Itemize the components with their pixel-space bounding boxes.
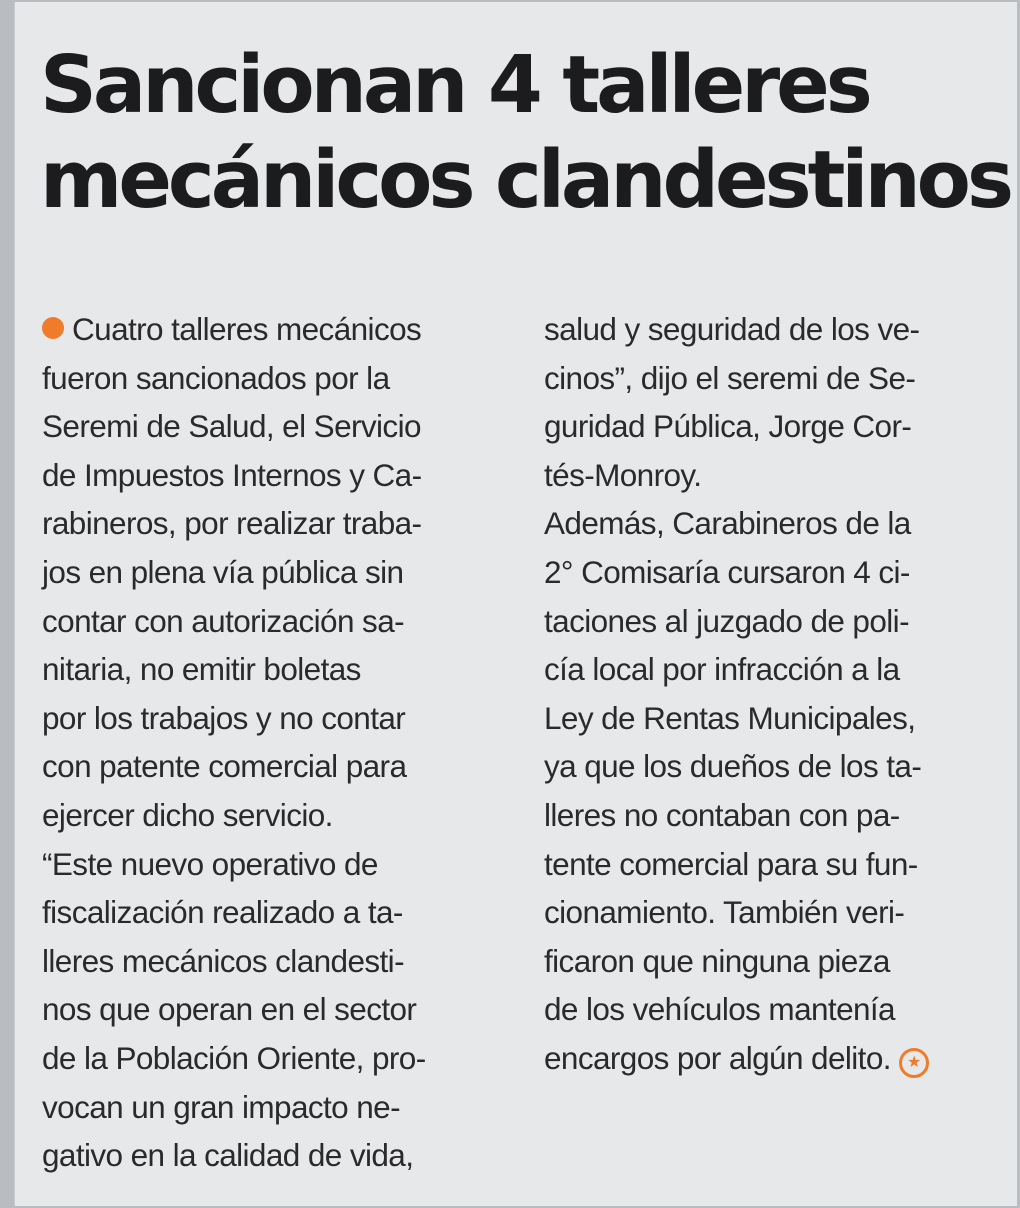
text-line: lleres no contaban con pa- — [544, 796, 900, 833]
text-line-content: Cuatro talleres mecánicos — [72, 311, 422, 347]
text-line: rabineros, por realizar traba- — [42, 505, 422, 542]
text-line: jos en plena vía pública sin — [42, 553, 404, 590]
left-column — [42, 305, 502, 1180]
text-line: Ley de Rentas Municipales, — [544, 699, 916, 736]
text-line: ya que los dueños de los ta- — [544, 748, 922, 785]
text-line: nitaria, no emitir boletas — [42, 651, 361, 688]
text-line: vocan un gran impacto ne- — [42, 1088, 400, 1125]
text-line: Seremi de Salud, el Servicio — [42, 408, 421, 445]
text-line: nos que operan en el sector — [42, 991, 417, 1028]
text-line: “Este nuevo operativo de — [42, 845, 378, 882]
text-line: cinos”, dijo el seremi de Se- — [544, 359, 916, 396]
text-line: fiscalización realizado a ta- — [42, 894, 403, 931]
text-line: cía local por infracción a la — [544, 651, 900, 688]
text-line: ficaron que ninguna pieza — [544, 942, 890, 979]
star-end-icon: ★ — [899, 1048, 929, 1078]
text-line: por los trabajos y no contar — [42, 699, 406, 736]
text-line: con patente comercial para — [42, 748, 407, 785]
text-line: de los vehículos mantenía — [544, 991, 895, 1028]
text-line: cionamiento. También veri- — [544, 894, 905, 931]
orange-dot-icon — [42, 317, 64, 339]
text-line: tés-Monroy. — [544, 456, 702, 493]
headline-line: mecánicos clandestinos — [40, 134, 1010, 226]
headline — [40, 38, 1010, 228]
text-line: ejercer dicho servicio. — [42, 796, 333, 833]
text-line: tente comercial para su fun- — [544, 845, 918, 882]
text-line: de la Población Oriente, pro- — [42, 1039, 426, 1076]
text-line: contar con autorización sa- — [42, 602, 405, 639]
headline-line: Sancionan 4 talleres — [40, 39, 869, 131]
text-line: salud y seguridad de los ve- — [544, 311, 920, 347]
text-line-content: encargos por algún delito. — [544, 1039, 891, 1076]
text-line: taciones al juzgado de poli- — [544, 602, 909, 639]
text-line — [544, 1034, 1004, 1083]
text-line: guridad Pública, Jorge Cor- — [544, 408, 912, 445]
text-line: 2° Comisaría cursaron 4 ci- — [544, 553, 910, 590]
text-line: Además, Carabineros de la — [544, 505, 911, 542]
text-line — [42, 305, 502, 354]
text-line: gativo en la calidad de vida, — [42, 1137, 414, 1174]
text-line: lleres mecánicos clandesti- — [42, 942, 404, 979]
text-line: de Impuestos Internos y Ca- — [42, 456, 422, 493]
right-column — [544, 305, 1004, 1083]
text-line: fueron sancionados por la — [42, 359, 390, 396]
